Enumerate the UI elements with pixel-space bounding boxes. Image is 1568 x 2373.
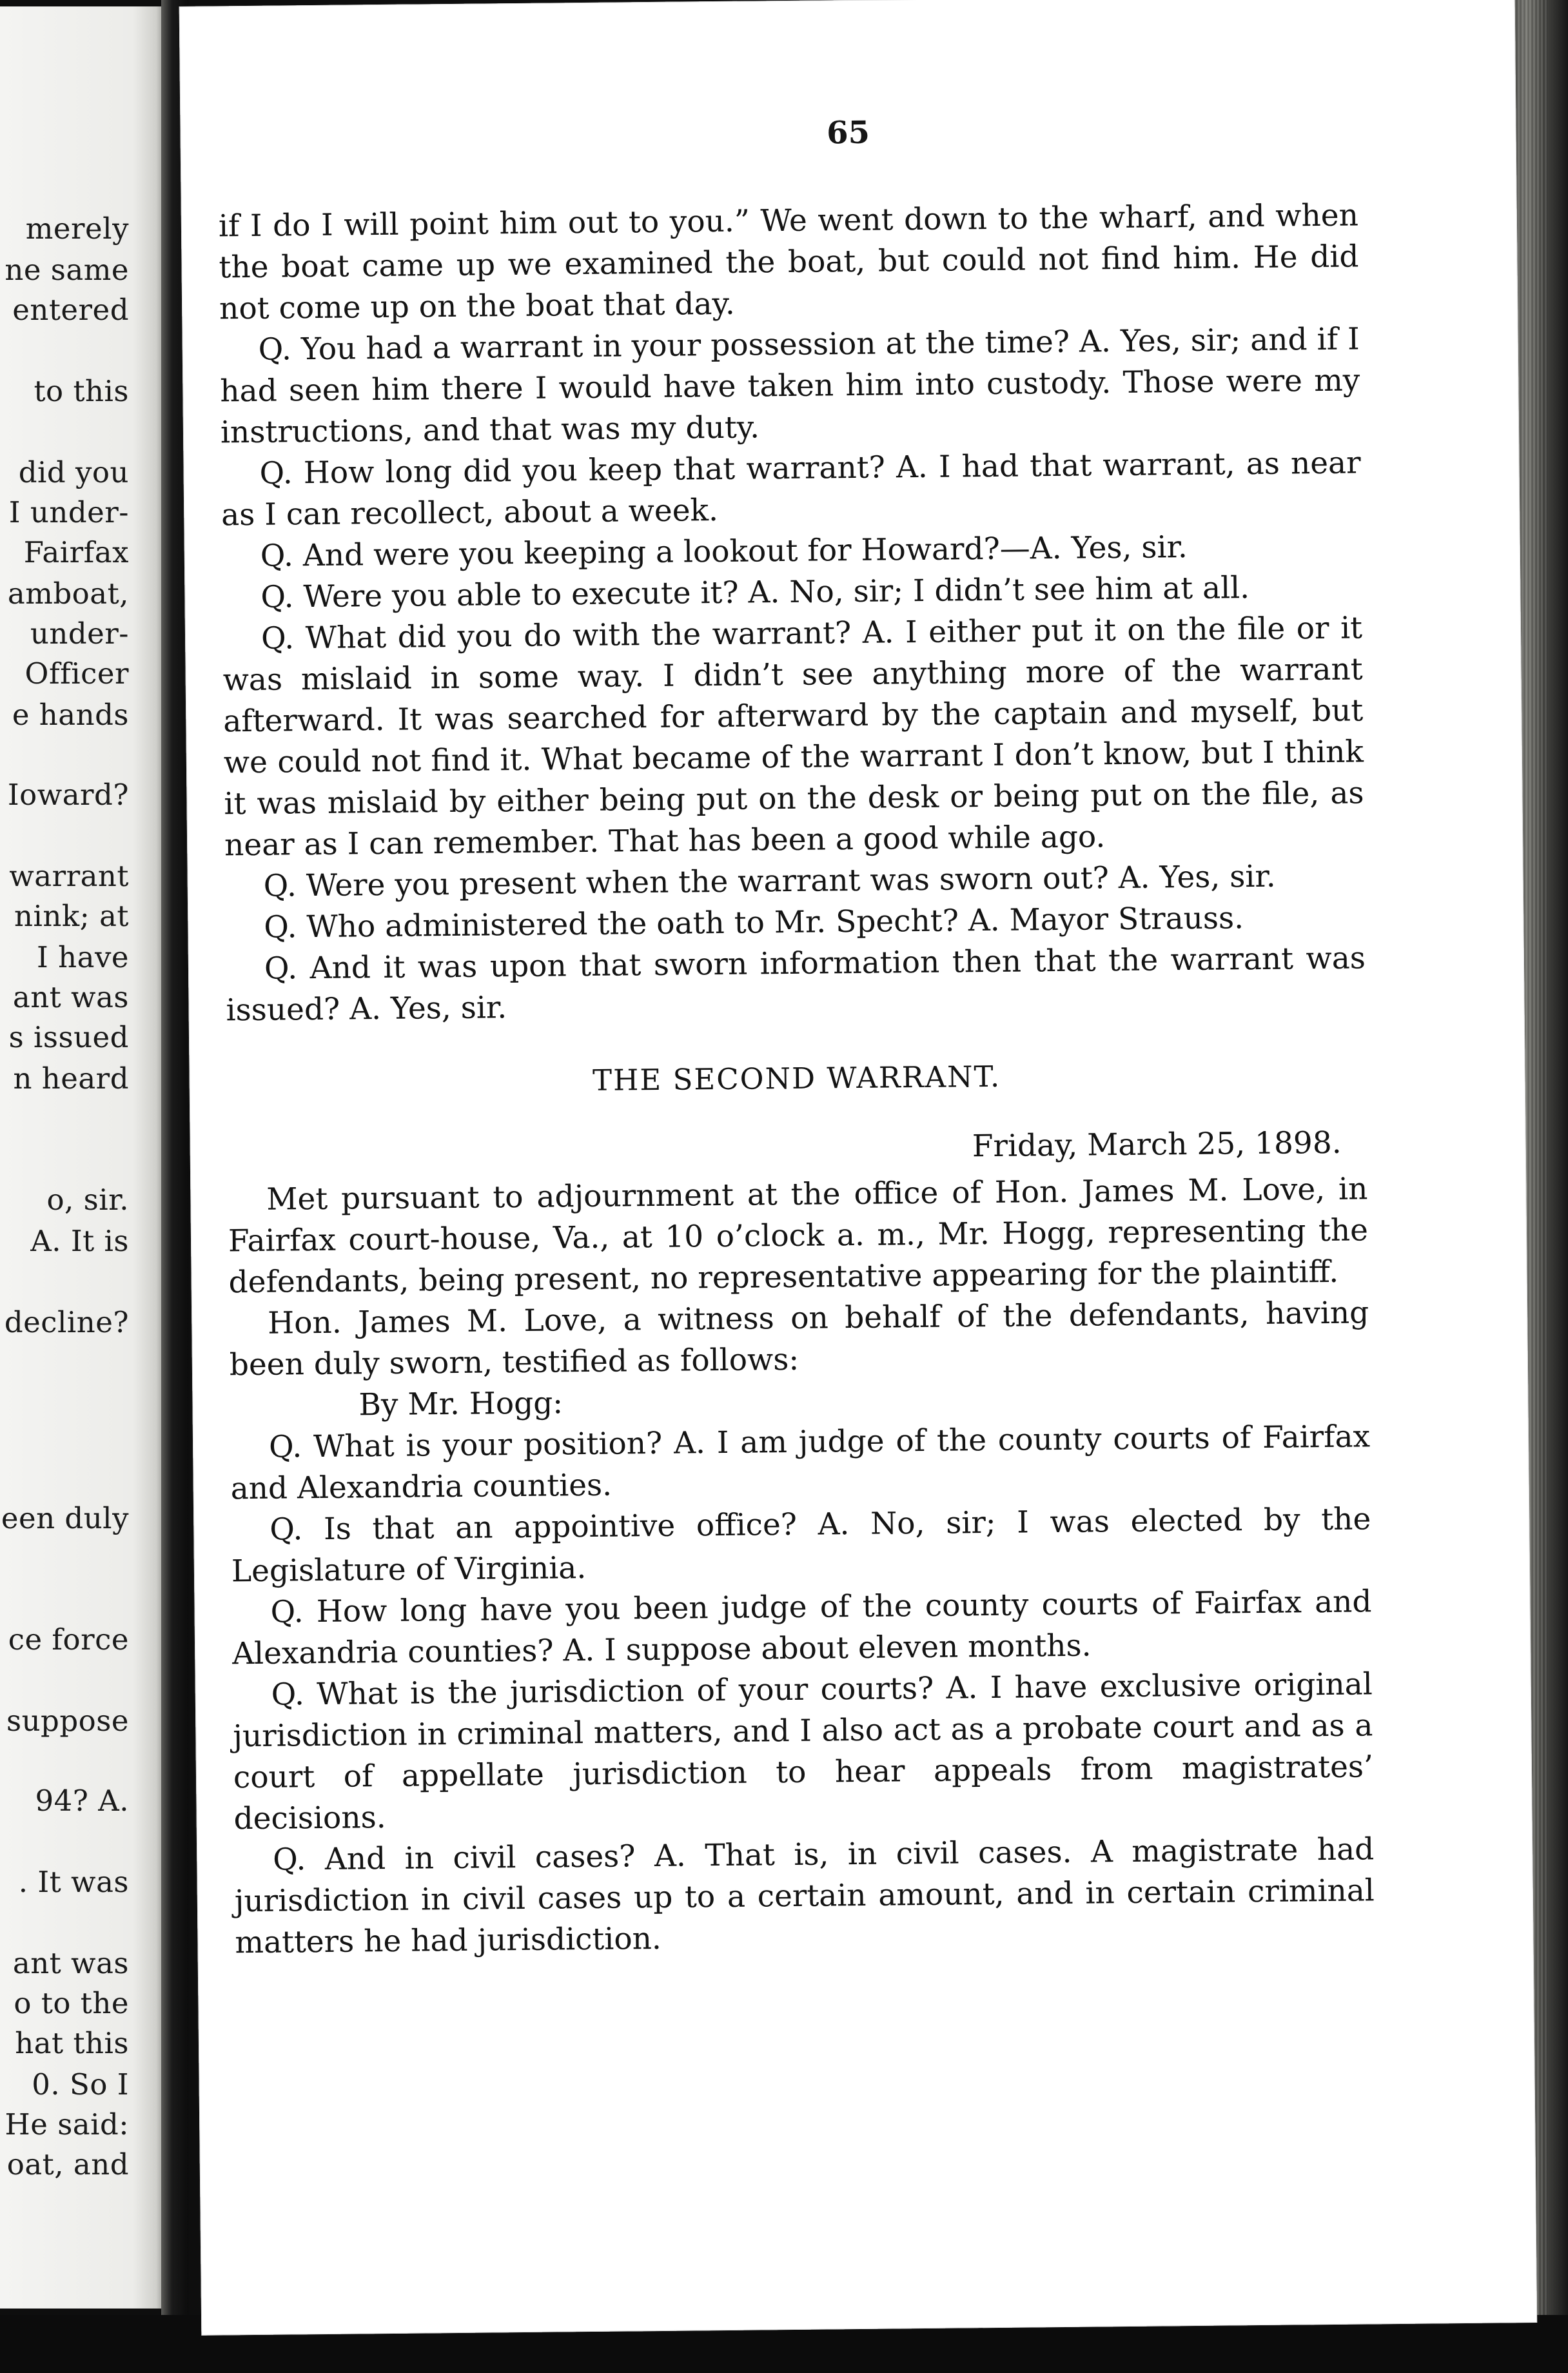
left-fragment: suppose	[6, 1704, 129, 1738]
examiner-line: By Mr. Hogg:	[358, 1385, 564, 1423]
left-fragment: did you	[18, 455, 129, 489]
left-fragment: ne same	[5, 253, 129, 287]
left-fragment: to this	[34, 374, 129, 408]
left-fragment: s issued	[8, 1020, 129, 1054]
left-fragment: I under-	[8, 495, 129, 529]
left-fragment: decline?	[4, 1305, 129, 1339]
testimony-paragraph: Q. What did you do with the warrant? A. I either put it on the file or it was mislaid in some way. I didn’t see anything more of the warrant afterward. It was searched for afterward by the captain and myself, but we could not find it. What became of the warrant I don’t know, but I think it was mislaid by either being put on the desk or being put on the file, as near as I can remember. That has been a good while ago.	[222, 610, 1364, 863]
left-fragment: Officer	[24, 656, 129, 691]
left-fragment: A. It is	[30, 1224, 129, 1258]
left-fragment: I have	[37, 940, 129, 974]
left-fragment: 0. So I	[32, 2067, 129, 2102]
left-fragment: 94? A.	[35, 1784, 129, 1818]
testimony-paragraph: Q. How long have you been judge of the county courts of Fairfax and Alexandria counties? A. I suppose about eleven months.	[231, 1584, 1372, 1672]
section-heading: THE SECOND WARRANT.	[592, 1059, 1001, 1098]
session-paragraph: Met pursuant to adjournment at the office of Hon. James M. Love, in Fairfax court-house, Va., at 10 o’clock a. m., Mr. Hogg, representing the defendants, being present, no representative appearing for the plaintiff.	[228, 1171, 1369, 1301]
left-fragment: o to the	[14, 1986, 129, 2020]
testimony-paragraph: Q. Is that an appointive office? A. No, sir; I was elected by the Legislature of Virginia.	[231, 1501, 1371, 1590]
left-fragment: o, sir.	[46, 1183, 129, 1217]
left-fragment: ant was	[12, 1946, 129, 1980]
left-fragment: e hands	[12, 698, 129, 732]
left-page-text-fragments	[0, 6, 166, 2309]
testimony-paragraph: Q. And it was upon that sworn information then that the warrant was issued? A. Yes, sir.	[226, 940, 1366, 1029]
testimony-paragraph: Q. Were you present when the warrant was sworn out? A. Yes, sir.	[263, 858, 1276, 904]
left-facing-page	[0, 6, 166, 2309]
left-fragment: under-	[30, 616, 129, 651]
witness-paragraph: Hon. James M. Love, a witness on behalf of the defendants, having been duly sworn, testified as follows:	[229, 1295, 1369, 1383]
left-fragment: ant was	[12, 980, 129, 1014]
left-fragment: entered	[12, 293, 129, 327]
left-fragment: . It was	[18, 1865, 129, 1899]
page-number: 65	[826, 114, 870, 152]
testimony-paragraph: Q. What is your position? A. I am judge of the county courts of Fairfax and Alexandria counties.	[230, 1419, 1371, 1507]
testimony-paragraph: Q. How long did you keep that warrant? A. I had that warrant, as near as I can recollect, about a week.	[220, 445, 1361, 533]
left-fragment: nink; at	[14, 899, 129, 933]
testimony-paragraph: Q. Were you able to execute it? A. No, sir; I didn’t see him at all.	[260, 570, 1250, 615]
left-fragment: een duly	[1, 1501, 129, 1535]
left-fragment: warrant	[9, 859, 129, 893]
left-fragment: oat, and	[6, 2147, 129, 2181]
testimony-paragraph: Q. And were you keeping a lookout for Howard?—A. Yes, sir.	[260, 529, 1188, 574]
page-body	[219, 195, 1375, 1964]
testimony-paragraph: Q. Who administered the oath to Mr. Specht? A. Mayor Strauss.	[264, 900, 1244, 945]
left-fragment: He said:	[5, 2107, 129, 2142]
main-page	[179, 0, 1538, 2336]
left-fragment: Fairfax	[23, 535, 129, 569]
left-fragment: n heard	[13, 1061, 129, 1096]
testimony-paragraph: Q. And in civil cases? A. That is, in civil cases. A magistrate had jurisdiction in civil cases up to a certain amount, and in certain criminal matters he had jurisdiction.	[234, 1831, 1375, 1961]
paragraph-continuation: if I do I will point him out to you.” We went down to the wharf, and when the boat came up we examined the boat, but could not find him. He did not come up on the boat that day.	[218, 197, 1359, 327]
left-fragment: ce force	[8, 1622, 129, 1657]
left-fragment: amboat,	[7, 576, 129, 611]
testimony-paragraph: Q. You had a warrant in your possession at the time? A. Yes, sir; and if I had seen him there I would have taken him into custody. Those were my instructions, and that was my duty.	[220, 321, 1360, 451]
left-fragment: hat this	[15, 2026, 129, 2060]
left-fragment: Ioward?	[7, 778, 129, 812]
date-line: Friday, March 25, 1898.	[972, 1125, 1342, 1165]
testimony-paragraph: Q. What is the jurisdiction of your courts? A. I have exclusive original jurisdiction in criminal matters, and I also act as a probate court and as a court of appellate jurisdiction to hear appeals from magistrates’ decisions.	[233, 1666, 1374, 1837]
left-fragment: merely	[25, 212, 129, 246]
